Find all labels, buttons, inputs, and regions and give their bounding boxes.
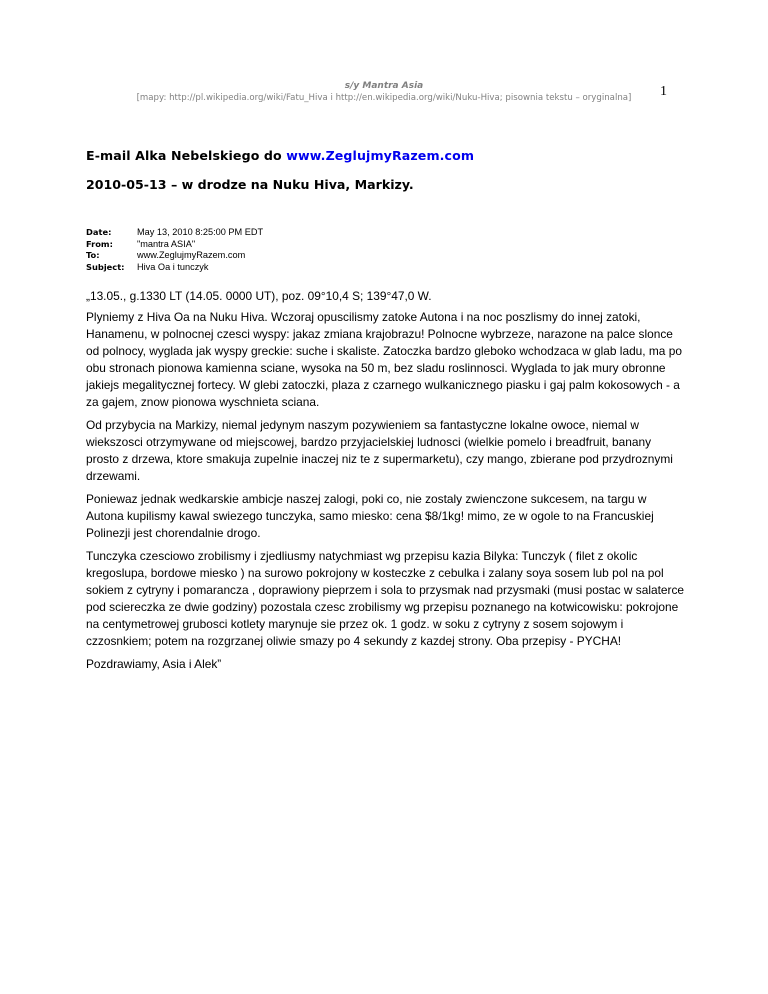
position-line: „13.05., g.1330 LT (14.05. 0000 UT), poz. 09°10,4 S; 139°47,0 W. — [86, 289, 432, 303]
meta-value: www.ZeglujmyRazem.com — [137, 250, 246, 260]
meta-row-date — [86, 227, 263, 239]
signature-line: Pozdrawiamy, Asia i Alek” — [86, 657, 222, 671]
body-paragraph: Plyniemy z Hiva Oa na Nuku Hiva. Wczoraj opuscilismy zatoke Autona i na noc poszlismy do innej zatoki, Hanamenu, w polnocnej czesci wyspy: jakaz zmiana krajobrazu! Polnocne wybrzeze, narazone na palce slonce od polnocy, wyglada jak wyspy greckie: suche i skaliste. Zatoczka bardzo gleboko wchodzaca w glab ladu, ma po obu stronach pionowa kamienna sciane, wysoka na 50 m, bez sladu roslinnosci. Wyglada to jak mury obronne jakiejs megalitycznej fortecy. W glebi zatoczki, plaza z czarnego wulkanicznego piasku i gaj palm kokosowych - a za gajem, znow pionowa wyschnieta sciana. — [86, 310, 682, 409]
page-header — [0, 80, 768, 105]
meta-row-to — [86, 250, 263, 262]
meta-row-subject — [86, 262, 263, 274]
body-paragraph: Od przybycia na Markizy, niemal jedynym naszym pozywieniem sa fantastyczne lokalne owoce, niemal w wiekszosci otrzymywane od miejscowej, bardzo przyjacielskiej ludnosci (wielkie pomelo i breadfruit, banany prosto z drzewa, ktore smakuja zupelnie inaczej niz te z supermarketu), czy mango, zbierane pod przydroznymi drzewami. — [86, 418, 673, 483]
meta-key: From: — [86, 238, 113, 249]
header-subtitle: [mapy: http://pl.wikipedia.org/wiki/Fatu_Hiva i http://en.wikipedia.org/wiki/Nuku-Hiva; pisownia tekstu – oryginalna] — [136, 93, 632, 103]
meta-key: Date: — [86, 227, 112, 237]
date-heading: 2010-05-13 – w drodze na Nuku Hiva, Markizy. — [86, 177, 414, 192]
zeglujmyrazem-link[interactable]: www.ZeglujmyRazem.com — [286, 148, 475, 163]
meta-key: Subject: — [86, 261, 125, 272]
meta-row-from — [86, 239, 263, 251]
body-paragraph: Tunczyka czesciowo zrobilismy i zjedliusmy natychmiast wg przepisu kazia Bilyka: Tunczyk ( filet z okolic kregoslupa, bordowe miesko ) na surowo pokrojony w kosteczke z cebulka i zalany soya sosem lub pol na pol sokiem z cytryny i pomarancza , doprawiony pieprzem i sola to przysmak nad przysmaki (musi postac w salaterce pod sciereczka ze dwie godziny) pozostala czesc zrobilismy wg przepisu poznanego na kotwicowisku: pokrojone na centymetrowej grubosci kotlety marynuje sie przez ok. 1 godz. w soku z cytryny z sosem sojowym i czzosnkiem; potem na rozgrzanej oliwie smazy po 4 sekundy z kazdej strony. Oba przepisy - PYCHA! — [86, 549, 685, 648]
email-heading-prefix: E-mail Alka Nebelskiego do — [86, 148, 287, 163]
header-title: s/y Mantra Asia — [344, 81, 424, 91]
email-heading — [86, 148, 474, 163]
page-number: 1 — [660, 84, 667, 99]
meta-value: "mantra ASIA" — [137, 238, 196, 249]
email-meta-table — [86, 227, 263, 273]
email-body — [86, 288, 686, 679]
meta-value: Hiva Oa i tunczyk — [137, 261, 209, 272]
meta-key: To: — [86, 250, 100, 260]
meta-value: May 13, 2010 8:25:00 PM EDT — [137, 227, 264, 237]
body-paragraph: Poniewaz jednak wedkarskie ambicje naszej zalogi, poki co, nie zostaly zwienczone sukcesem, na targu w Autona kupilismy kawal swiezego tunczyka, samo miesko: cena $8/1kg! mimo, ze w ogole to na Francuskiej Polinezji jest chorendalnie drogo. — [86, 492, 654, 540]
